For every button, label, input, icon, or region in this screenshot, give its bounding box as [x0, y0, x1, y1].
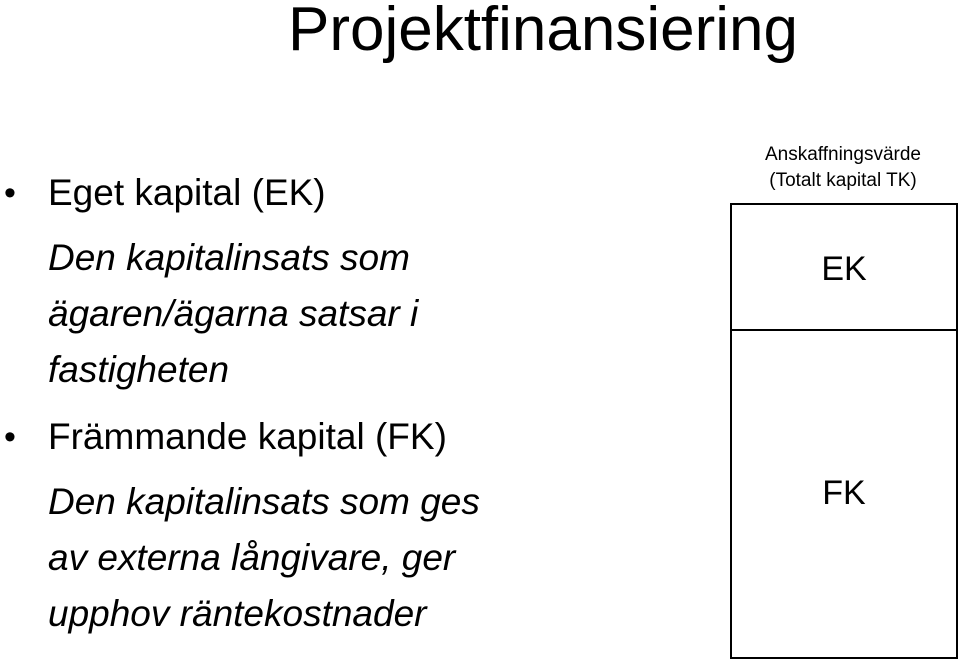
- diagram-label-anskaffningsvarde: Anskaffningsvärde: [765, 144, 921, 165]
- capital-box-ek-label: EK: [821, 250, 867, 288]
- capital-box-fk: [730, 329, 958, 659]
- description-line: ägaren/ägarna satsar i: [48, 293, 419, 334]
- description-line: fastigheten: [48, 349, 230, 390]
- capital-box-fk-label: FK: [822, 474, 866, 512]
- capital-box-ek: [730, 203, 958, 331]
- bullet-icon: •: [4, 418, 16, 456]
- slide-title: Projektfinansiering: [287, 0, 799, 64]
- description-line: upphov räntekostnader: [48, 593, 427, 634]
- bullet-description-eget-kapital: [48, 230, 418, 398]
- description-line: Den kapitalinsats som: [48, 237, 410, 278]
- bullet-heading: Främmande kapital (FK): [48, 416, 447, 457]
- bullet-description-frammande-kapital: [48, 474, 480, 642]
- bullet-icon: •: [4, 174, 16, 212]
- description-line: Den kapitalinsats som ges: [48, 481, 480, 522]
- diagram-label-totalt-kapital: (Totalt kapital TK): [769, 170, 917, 191]
- bullet-heading: Eget kapital (EK): [48, 172, 326, 213]
- description-line: av externa långivare, ger: [48, 537, 456, 578]
